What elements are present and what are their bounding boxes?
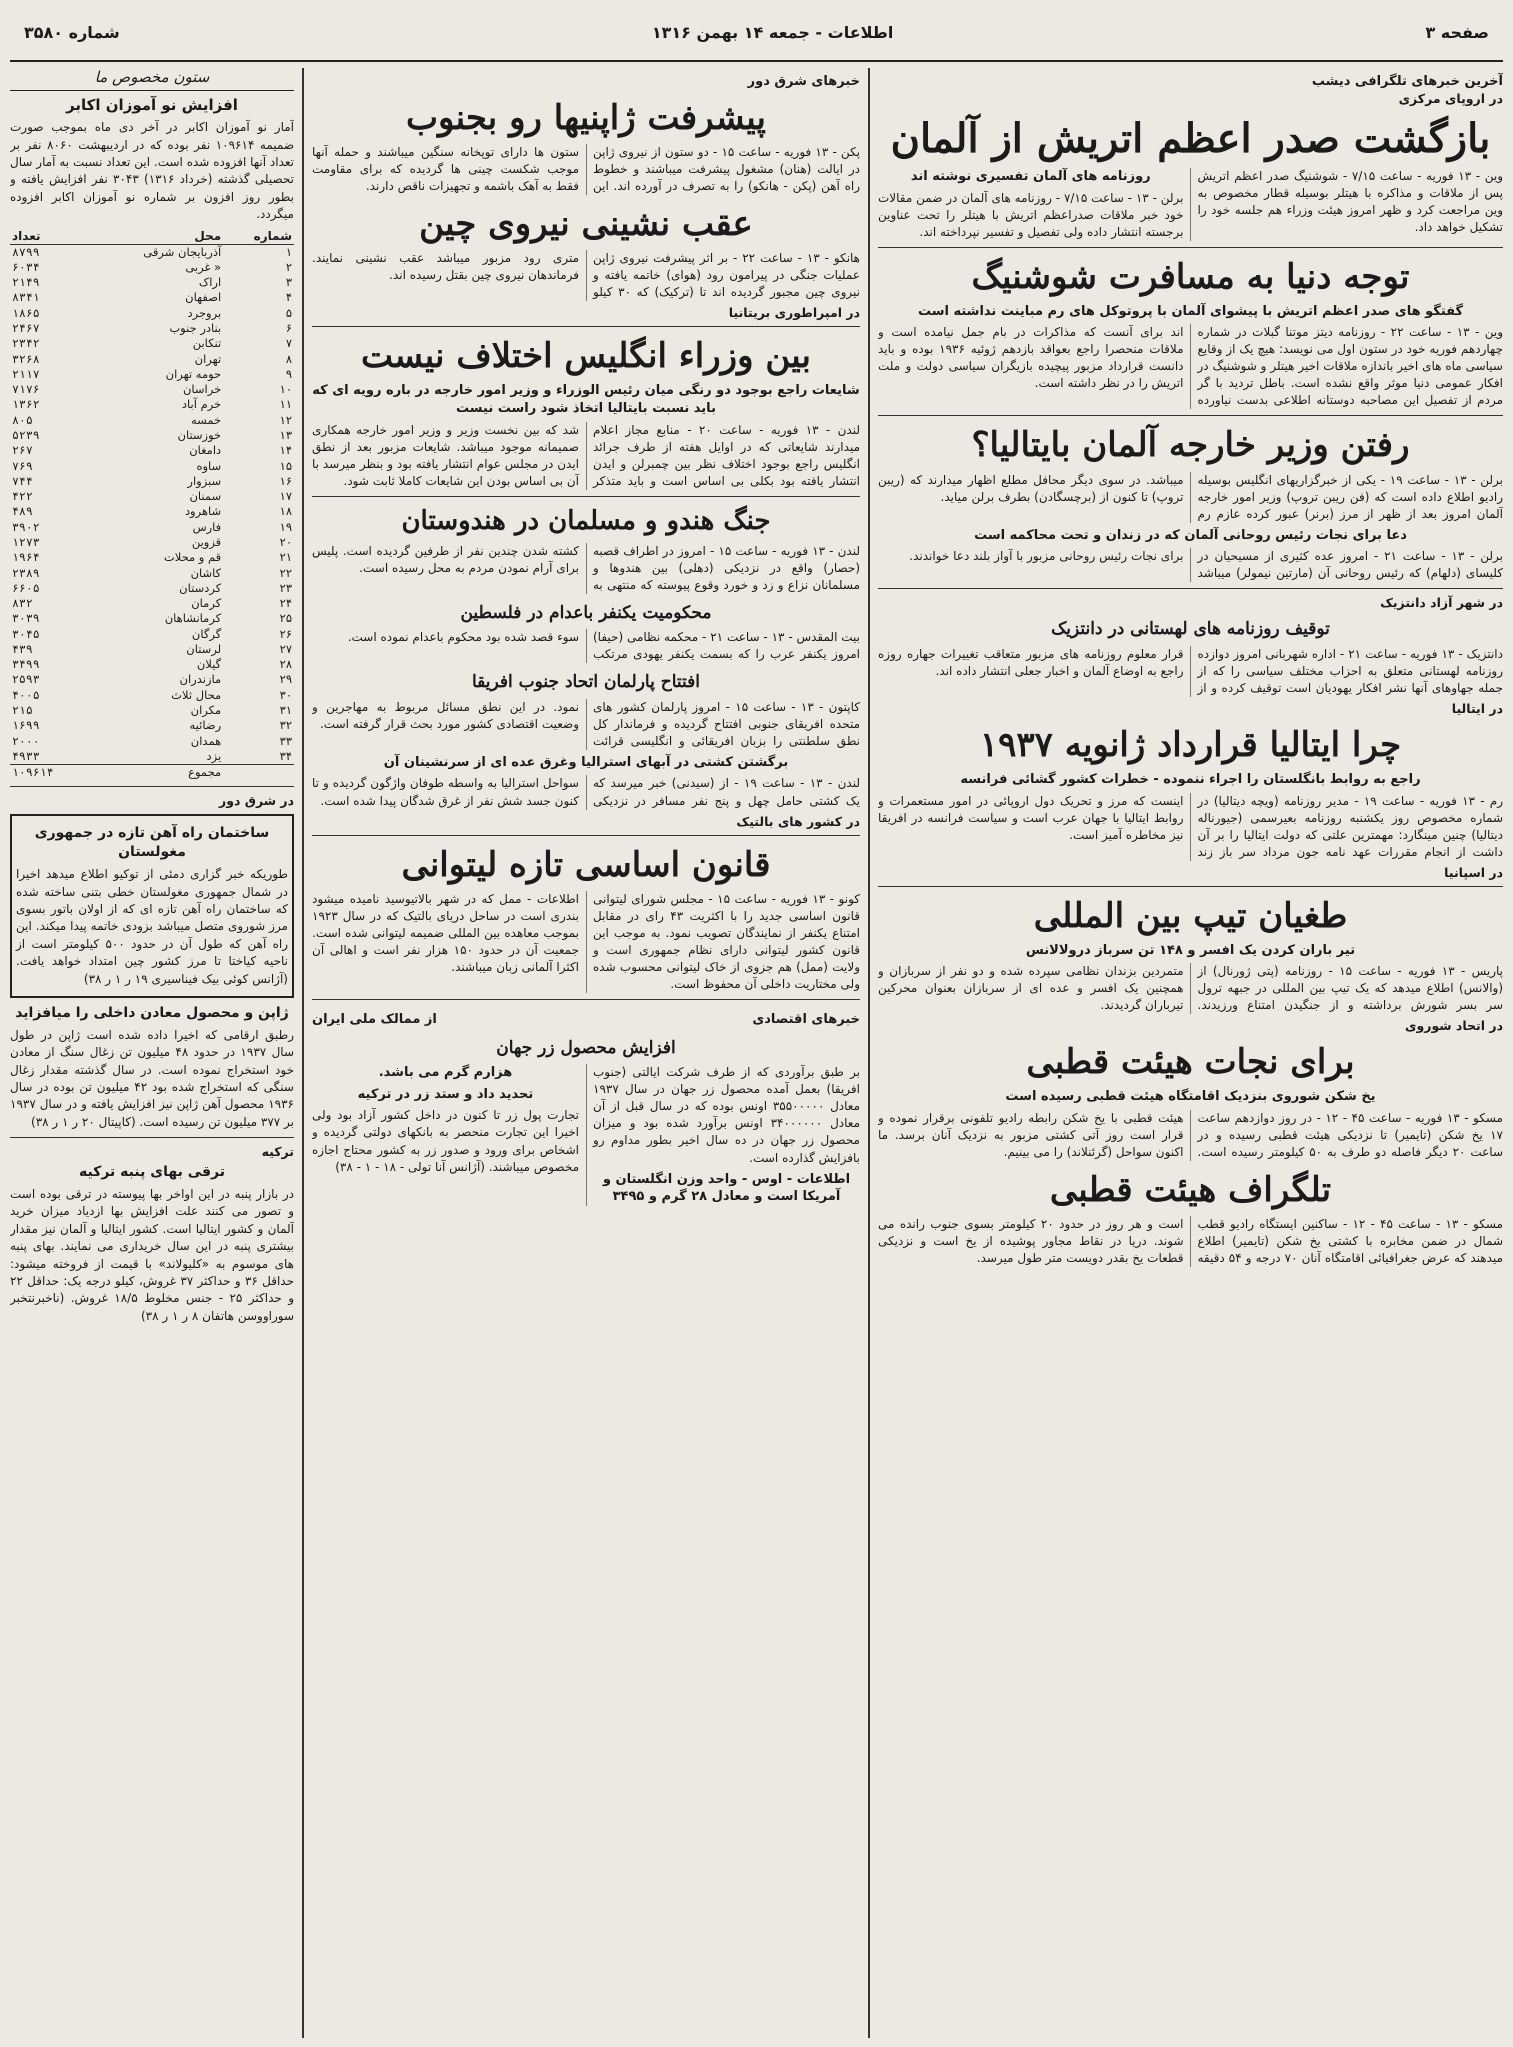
article-brigade-revolt: پاریس - ۱۳ فوریه - ساعت ۱۵ - روزنامه (پتی ژورنال) از (والانس) اطلاع میدهد که یک تیپ بین المللی در جبهه ترول سر بسر شورش برداشته و از جنگیدن امتناع ورزیدند. متمردین بزندان نظامی سپرده شده و دو نفر از سربازان و همچنین یک افسر و عده ای از سربازان بعنوان محرکین تیرباران گردیدند. <box>878 964 1503 1013</box>
section-tag-iran: از ممالک ملی ایران <box>312 1011 437 1027</box>
economic-tags <box>312 1006 860 1029</box>
subhead-italy-treaty: راجع به روابط بانگلستان را اجراء ننموده - خطرات کشور گشائی فرانسه <box>960 771 1421 787</box>
headline-adult-learners: افزایش نو آموزان اکابر <box>66 96 238 114</box>
cell-number: ۲۲ <box>279 565 292 580</box>
cell-place: محال ثلاث <box>171 687 222 702</box>
cell-place: همدان <box>190 733 222 748</box>
table-row <box>10 290 294 305</box>
table-row <box>10 627 294 642</box>
divider <box>10 786 294 787</box>
special-column-stamp: ستون مخصوص ما <box>10 68 294 91</box>
article-subhead: روزنامه های آلمان تفسیری نوشته اند <box>910 169 1151 184</box>
cell-place: اصفهان <box>185 290 222 305</box>
cell-number: ۸ <box>285 351 292 366</box>
cell-count: ۸۳۴۱ <box>12 290 40 305</box>
cell-count: ۴۲۲ <box>12 489 33 504</box>
table-row <box>10 260 294 275</box>
divider <box>878 886 1503 887</box>
cell-count: ۸۳۲ <box>12 596 33 611</box>
headline-india-clash: جنگ هندو و مسلمان در هندوستان <box>401 505 771 536</box>
article-body: کونو - ۱۳ فوریه - ساعت ۱۵ - مجلس شورای لیتوانی قانون اساسی جدید را با اکثریت ۴۳ رای در مقابل امتناع یکنفر از نمایندگان تصویب نمود. به موجب این قانون کشور لیتوانی دارای نظام جمهوری است و ولایت (ممل) هم جزوی از خاک لیتوانی محسوب شده ولی مختاریت داخلی آن محفوظ است. <box>593 891 860 991</box>
cell-count: ۲۵۹۳ <box>12 672 40 687</box>
cell-place: خوزستان <box>177 427 222 442</box>
kicker-central-europe: در اروپای مرکزی <box>1398 91 1503 106</box>
cell-number: ۱۴ <box>279 443 292 458</box>
cell-number: ۲۴ <box>279 596 292 611</box>
article-china-retreat: هانکو - ۱۳ - ساعت ۲۲ - بر اثر پیشرفت نیروی ژاپن عملیات جنگی در پیرامون رود (هوای) خاتمه یافته و نیروی چین مجبور گردیده اند تا (ترکیک) که ۳۰ کیلو متری رود مزبور میباشد عقب نشینی نمایند. فرماندهان نیروی چین بقتل رسیده اند. <box>312 251 860 300</box>
cell-number: ۲۱ <box>279 550 292 565</box>
table-row <box>10 382 294 397</box>
cell-place: سبزوار <box>187 473 222 488</box>
masthead-date: اطلاعات - جمعه ۱۴ بهمن ۱۳۱۶ <box>651 22 894 42</box>
headline-german-fm-italy: رفتن وزیر خارجه آلمان بایتالیا؟ <box>971 425 1410 466</box>
cell-place: دامغان <box>189 443 222 458</box>
cell-count: ۱۹۶۴ <box>12 550 40 565</box>
cell-number: ۱۱ <box>279 397 292 412</box>
cell-number: ۱۸ <box>279 504 292 519</box>
article-lithuania-constitution <box>312 891 860 993</box>
issue-number: شماره ۳۵۸۰ <box>24 22 120 42</box>
right-column <box>878 68 1503 2040</box>
masthead <box>10 4 1503 62</box>
headline-japan-mines: ژاپن و محصول معادن داخلی را میافزاید <box>15 1004 289 1021</box>
cell-count: ۲۱۵ <box>12 703 33 718</box>
cell-number: ۲۷ <box>279 641 292 656</box>
cell-place: تهران <box>194 351 222 366</box>
cell-count: ۷۴۴ <box>12 473 33 488</box>
cell-count: ۳۲۶۸ <box>12 351 40 366</box>
cell-number: ۷ <box>285 336 292 351</box>
cell-number: ۳۴ <box>279 748 292 763</box>
article-german-fm-italy: برلن - ۱۳ - ساعت ۱۹ - یکی از خبرگزاریهای انگلیس بوسیله رادیو اطلاع داده است که (فن ریبن تروپ) وزیر امور خارجه آلمان امروز بعد از ظهر از مرز (برنر) عبور کرده عازم رم میباشد. در سوی دیگر محافل مطلع اظهار میدارند که (ریبن تروپ) تا کنون از (برچسگادن) بطرف برلن میاید. <box>878 472 1503 521</box>
article-india-clash: لندن - ۱۳ فوریه - ساعت ۱۵ - امروز در اطراف قصبه (حصار) واقع در نزدیکی (دهلی) بین هندوها و مسلمانان نزاع و زد و خورد وقوع پیوسته که منتهی به کشته شدن چندین نفر از طرفین گردیده است. پلیس برای آرام نمودن مردم به محل رسیده است. <box>312 543 860 592</box>
cell-count: ۲۶۷ <box>12 443 33 458</box>
divider <box>312 999 860 1000</box>
cell-count: ۲۴۶۷ <box>12 321 40 335</box>
headline-british-ministers: بین وزراء انگلیس اختلاف نیست <box>361 336 811 377</box>
cell-count: ۱۶۹۹ <box>12 718 40 733</box>
table-row <box>10 275 294 290</box>
total-value: ۱۰۹۶۱۴ <box>10 765 86 781</box>
headline-japan-south: پیشرفت ژاپنیها رو بجنوب <box>406 98 766 138</box>
cell-count: ۴۸۹ <box>12 504 33 519</box>
cell-count: ۷۶۹ <box>12 458 33 473</box>
headline-austria-return: بازگشت صدر اعظم اتریش از آلمان <box>890 115 1491 162</box>
cell-place: خراسان <box>182 382 222 397</box>
table-row <box>10 535 294 550</box>
cell-place: خمسه <box>190 412 222 427</box>
middle-column <box>312 68 860 2040</box>
table-row <box>10 367 294 382</box>
headline-prayer: دعا برای نجات رئیس روحانی آلمان که در زندان و تحت محاکمه است <box>974 527 1407 543</box>
cell-number: ۶ <box>285 321 292 335</box>
headline-polar-telegram: تلگراف هیئت قطبی <box>1049 1170 1332 1211</box>
table-row <box>10 749 294 765</box>
cell-place: ساوه <box>196 458 222 473</box>
table-row <box>10 443 294 458</box>
column-rule-right <box>868 68 870 2038</box>
cell-place: گیلان <box>196 657 222 672</box>
cell-place: کرمان <box>191 596 222 611</box>
cell-place: خرم آباد <box>181 397 222 412</box>
cell-number: ۲ <box>285 259 292 274</box>
table-row <box>10 352 294 367</box>
article-australia-ship: لندن - ۱۳ - ساعت ۱۹ - از (سیدنی) خبر میرسد که یک کشتی حامل چهل و پنج نفر مسافر در نزدیکی سواحل استرالیا به واسطه طوفان واژگون گردیده و تا کنون جسد شش نفر از غرق شدگان پیدا شده است. <box>312 776 860 808</box>
cell-count: ۶۶۰۵ <box>12 580 40 595</box>
col-header-place: محل <box>86 228 223 245</box>
cell-number: ۲۰ <box>279 534 292 549</box>
cell-number: ۲۵ <box>279 611 292 626</box>
cell-count: ۲۰۰۰ <box>12 733 40 748</box>
cell-number: ۳۰ <box>279 687 292 702</box>
cell-place: مازندران <box>179 672 222 687</box>
cell-number: ۵ <box>285 305 292 320</box>
headline-brigade-revolt: طغیان تیپ بین المللی <box>1033 895 1348 936</box>
article-body: تجارت پول زر تا کنون در داخل کشور آزاد بود ولی اخیرا این تجارت منحصر به بانکهای دولتی گردیده و اشخاص برای ورود و صدور زر به کشور محتاج اجازه مخصوص میباشند. (آژانس آنا تولی - ۱۸ - ۱ - ۳۸) <box>312 1108 579 1174</box>
article-polar-telegram: مسکو - ۱۳ - ساعت ۴۵ - ۱۲ - ساکنین ایستگاه رادیو قطب شمال در ضمن مخابره با کشتی یخ شکن (تایمیر) اطلاع میدهند که عرض جغرافیائی اقامتگاه آنان ۷۰ درجه و ۵۴ دقیقه است و هر روز در حدود ۲۰ کیلومتر بسوی جنوب رانده می شوند. دریا در نقاط مجاور پوشیده از یخ است و نزدیکی قطعات یخ بقدر دویست متر طول میرسد. <box>878 1217 1503 1266</box>
cell-place: سمنان <box>189 489 222 504</box>
cell-place: کرمانشاهان <box>164 611 222 626</box>
table-row <box>10 306 294 321</box>
article-polish-papers: دانتزیک - ۱۳ فوریه - ساعت ۲۱ - اداره شهربانی امروز دوازده روزنامه لهستانی متعلق به احزاب مختلف سیاسی را که از جمله جهاوهای آنها نشر افکار یهودیان است توقیف کرده و از قرار معلوم روزنامه های مزبور متعاقب تغییرات جهاره روزه راجع به اوضاع آلمان و اخبار جعلی انتشار داده اند. <box>878 646 1503 695</box>
kicker-danzig: در شهر آزاد دانتزیک <box>1380 595 1503 611</box>
table-row <box>10 459 294 474</box>
article-body: برلن - ۱۳ - ساعت ۷/۱۵ - روزنامه های آلمان در ضمن مقالات خود خبر ملاقات صدراعظم اتریش با هیتلر را تحت عناوین برجسته انتشار داده ولی تفصیل و تفسیر نپرداخته اند. <box>878 190 1184 239</box>
cell-number: ۱۷ <box>279 489 292 504</box>
cell-place: بنادر جنوب <box>169 321 222 335</box>
divider <box>312 496 860 497</box>
article-note: اطلاعات - اوس - واحد وزن انگلستان و آمریکا است و معادل ۲۸ گرم و ۳۴۹۵ هزارم گرم می باشد. <box>378 1065 851 1205</box>
cell-count: ۴۹۳۳ <box>12 748 40 763</box>
cell-count: ۱۳۶۲ <box>12 397 40 412</box>
section-tag-far-east: خبرهای شرق دور <box>747 74 860 89</box>
cell-count: ۱۸۶۵ <box>12 305 40 320</box>
cell-place: تنکابن <box>192 336 222 351</box>
headline-china-retreat: عقب نشینی نیروی چین <box>419 204 753 245</box>
cell-count: ۳۹۰۲ <box>12 519 40 534</box>
table-row <box>10 703 294 718</box>
headline-schuschnigg-trip: توجه دنیا به مسافرت شوشنیگ <box>971 256 1410 297</box>
headline-turkish-cotton: ترقی بهای پنبه ترکیه <box>79 1164 225 1181</box>
kicker-baltic: در کشور های بالتیک <box>736 813 860 829</box>
cell-number: ۱۵ <box>279 458 292 473</box>
cell-number: ۳۲ <box>279 718 292 733</box>
table-row <box>10 566 294 581</box>
headline-mongolia-railway: ساختمان راه آهن تازه در جمهوری مغولستان <box>34 825 270 861</box>
cell-number: ۱۰ <box>279 382 292 397</box>
headline-italy-treaty: چرا ایتالیا قرارداد ژانویه ۱۹۳۷ <box>979 724 1402 765</box>
cell-number: ۳۱ <box>279 703 292 718</box>
table-row <box>10 489 294 504</box>
cell-number: ۲۶ <box>279 626 292 641</box>
kicker-italy: در ایتالیا <box>1451 700 1503 716</box>
table-row <box>10 428 294 443</box>
cell-place: قم و محلات <box>163 550 222 565</box>
kicker-spain: در اسپانیا <box>1444 864 1503 880</box>
headline-south-africa-parliament: افتتاح پارلمان اتحاد جنوب افریقا <box>471 672 701 693</box>
cell-place: قزوین <box>191 534 222 549</box>
article-italy-treaty: رم - ۱۳ فوریه - ساعت ۱۹ - مدیر روزنامه (ویچه دیتالیا) در شماره مخصوص روز یکشنبه روزنامه بعیرسمی (جیورناله دیتالیا) چنین مینگارد: مهمترین علتی که دولت ایتالیا را بر آن داشت از انجام مقررات عهد نامه جون مرداد سر باز زند اینست که مرز و تحریک دول اروپائی در امور مستعمرات و روابط ایتالیا با جهان عرب است و سیاست فرانسه در افریقا نیز مخاطره آمیز است. <box>878 793 1503 859</box>
table-row <box>10 688 294 703</box>
article-footnote: اطلاعات - ممل که در شهر بالاتیوسید نامیده میشود بندری است در ساحل دریای بالتیک که در سال ۱۹۲۳ بموجب معاهده بین المللی ضمیمه لیتوانی شده است. جمعیت آن در حدود ۱۵۰ هزار نفر است و اهالی آن اکثرا آلمانی زبان میباشند. <box>312 891 579 974</box>
cell-number: ۱۹ <box>279 519 292 534</box>
table-total-row <box>10 765 294 781</box>
article-polar-rescue: مسکو - ۱۳ فوریه - ساعت ۴۵ - ۱۲ - در روز دوازدهم ساعت ۱۷ یخ شکن (تایمیر) تا نزدیکی هیئت قطبی رسیده و در ساعت ۲۰ دیگر فاصله دو طرف به ۵۰ کیلومتر رسیده است. هیئت قطبی با یخ شکن رابطه رادیو تلفونی برقرار نموده و قرار است روز آتی کشتی مزبور به نزدیک آنان برسد. ما اکنون سواحل (گرئنلاند) را می بینیم. <box>878 1111 1503 1160</box>
page-number: صفحه ۳ <box>1425 22 1489 42</box>
cell-place: حومه تهران <box>165 366 222 381</box>
article-schuschnigg-trip: وین - ۱۳ - ساعت ۲۲ - روزنامه دیتز موتنا گبلات در شماره چهاردهم فوریه خود در ستون اول می نویسد: هیچ یک از وقایع سیاسی ماه های اخیر باندازه ملاقات اخیر هیتلر و شوشنیگ در افکار عمومی دنیا موثر واقع نشده است. باطل تردید با گر مردم از تفصیل این مصاحبه دوستانه اطلاعی بدست نیاورده اند برای آنست که مذاکرات در بام جمل نیامده است و ملاقات منحصرا راجع بعواقد بازدهم ژوئیه ۱۹۳۶ بوده و باید دانست قرارداد مزبور پیچیده بازیگران سیاسی دولت و ملت اتریش را در نظر داشته است. <box>878 325 1503 408</box>
cell-count: ۲۱۱۷ <box>12 366 40 381</box>
cell-count: ۷۱۷۶ <box>12 382 40 397</box>
cell-count: ۳۴۹۹ <box>12 657 40 672</box>
divider <box>10 1137 294 1138</box>
cell-place: آذربایجان شرقی <box>143 244 222 259</box>
kicker-far-east-left: در شرق دور <box>219 793 294 809</box>
divider <box>312 835 860 836</box>
table-row <box>10 244 294 260</box>
cell-place: فارس <box>192 519 222 534</box>
headline-gold-output: افزایش محصول زر جهان <box>496 1037 676 1058</box>
headline-polish-papers: توقیف روزنامه های لهستانی در دانتزیک <box>1051 619 1330 640</box>
table-row <box>10 657 294 672</box>
headline-australia-ship: برگشتن کشتی در آبهای استرالیا وغرق عده ای از سرنشینان آن <box>383 754 789 770</box>
table-header-row <box>10 228 294 245</box>
article-british-ministers: لندن - ۱۳ فوریه - ساعت ۲۰ - منابع مجاز اعلام میدارند شایعاتی که در اوایل هفته از طرف جرائد انگلیس راجع بوجود اختلاف نظر بین چمبرلن و ایدن انتشار یافته بود بکلی بی اساس است و باید متذکر شد که بین نخست وزیر و وزیر امور خارجه همکاری صمیمانه موجود میباشد. شایعات مزبور بعد از نطق ایدن در مجلس عوام انتشار یافته بود و بنظر میرسد با آن بی اساس بودن این شایعات کاملا ثابت شود. <box>312 422 860 488</box>
cell-place: مکران <box>190 703 222 718</box>
column-rule-left <box>302 68 304 2038</box>
cell-number: ۲۳ <box>279 580 292 595</box>
left-column <box>10 68 294 2040</box>
cell-place: کردستان <box>179 580 222 595</box>
table-body <box>10 244 294 765</box>
kicker-ussr: در اتحاد شوروی <box>1405 1018 1503 1034</box>
section-tag-economic: خبرهای اقتصادی <box>752 1011 860 1027</box>
headline-lithuania-constitution: قانون اساسی تازه لیتوانی <box>401 844 771 885</box>
cell-number: ۳ <box>285 275 292 290</box>
cell-place: کاشان <box>190 565 222 580</box>
divider <box>878 415 1503 416</box>
learners-table <box>10 228 294 781</box>
article-south-africa-parliament: کاپتون - ۱۳ - ساعت ۱۵ - امروز پارلمان کشور های متحده افریقای جنوبی افتتاح گردیده و فرماندار کل نطق سلطنتی را بزبان افریقائی و انگلیسی قرائت نمود. در این نطق مسائل مربوط به مهاجرین و وضعیت اقتصادی کشور مورد بحث قرار گرفته است. <box>312 699 860 748</box>
cell-count: ۱۲۷۳ <box>12 534 40 549</box>
table-row <box>10 321 294 336</box>
cell-count: ۵۲۳۹ <box>12 427 40 442</box>
cell-number: ۴ <box>285 290 292 305</box>
article-prayer: برلن - ۱۳ - ساعت ۲۱ - امروز عده کثیری از مسیحیان در کلیسای (دلهام) که رئیس روحانی آن (مارتین نیمولر) میباشد برای نجات رئیس روحانی مزبور با آواز بلند دعا خواندند. <box>909 549 1503 581</box>
cell-number: ۱۲ <box>279 412 292 427</box>
table-row <box>10 734 294 749</box>
cell-number: ۱۳ <box>279 427 292 442</box>
subhead-polar-rescue: یخ شکن شوروی بنزدیک اقامتگاه هیئت قطبی رسیده است <box>1005 1089 1376 1105</box>
subhead-turkey-gold: تحدید داد و ستد زر در ترکیه <box>357 1086 534 1102</box>
divider <box>312 326 860 327</box>
mongolia-box <box>10 814 294 998</box>
article-body: وین - ۱۳ فوریه - ساعت ۷/۱۵ - شوشنیگ صدر اعظم اتریش پس از ملاقات و مذاکره با هیتلر بوسیله قطار مخصوص به وین مراجعت کرد و ظهر امروز هیئت وزراء هم جلسه خود را تشکیل خواهد داد. <box>1197 169 1503 235</box>
article-japan-south: پکن - ۱۳ فوریه - ساعت ۱۵ - دو ستون از نیروی ژاپن در ایالت (هنان) مشغول پیشرفت میباشند و خطوط راه آهن (پکن - هانکو) را به تصرف در آورده اند. این ستون ها دارای توپخانه سنگین میباشند و حمله آنها موجب شکست چینی ها گردیده که برای مقاومت فقط به آهک باشمه و تجهیزات ناقص دارند. <box>312 145 860 194</box>
subhead-schuschnigg-trip: گفتگو های صدر اعظم اتریش با پیشوای آلمان با پروتوکل های رم مباینت نداشته است <box>917 303 1464 319</box>
article-adult-learners: آمار نو آموزان اکابر در آخر دی ماه بموجب صورت ضمیمه ۱۰۹۶۱۴ نفر بوده که در اردیبهشت ۸۰۶۰ نفر بر تعداد آنها افزوده شده است. این تعداد نسبت به آمار سال تحصیلی گذشته (خرداد ۱۳۱۶) ۳۰۴۳ نفر افزایش یافته و بطور روز افزون بر شماره نو آموزان اکابر افزوده میگردد. <box>10 120 294 222</box>
table-row <box>10 550 294 565</box>
headline-palestine-sentence: محکومیت یکنفر باعدام در فلسطین <box>460 602 712 623</box>
cell-number: ۱ <box>285 244 292 259</box>
table-row <box>10 718 294 733</box>
cell-count: ۲۳۸۹ <box>12 565 40 580</box>
cell-place: گرگان <box>191 626 222 641</box>
cell-place: رضائیه <box>189 718 222 733</box>
table-row <box>10 581 294 596</box>
cell-number: ۳۳ <box>279 733 292 748</box>
table-row <box>10 596 294 611</box>
cell-number: ۲۸ <box>279 657 292 672</box>
divider <box>878 588 1503 589</box>
cell-place: لرستان <box>186 641 222 656</box>
cell-place: بروجرد <box>187 305 222 320</box>
total-label: مجموع <box>86 765 223 781</box>
cell-count: ۴۳۹ <box>12 641 33 656</box>
cell-count: ۲۱۴۹ <box>12 275 40 290</box>
subhead-brigade-revolt: تیر باران کردن یک افسر و ۱۴۸ تن سرباز درولالانس <box>1025 942 1356 958</box>
kicker-turkey: ترکیه <box>261 1144 294 1160</box>
cell-number: ۹ <box>285 366 292 381</box>
cell-count: ۸۰۵ <box>12 412 33 427</box>
cell-place: یزد <box>206 748 222 763</box>
cell-count: ۳۰۴۵ <box>12 626 40 641</box>
subhead-british-ministers: شایعات راجع بوجود دو رنگی میان رئیس الوزراء و وزیر امور خارجه در باره رویه ای که باید نسبت بایتالیا اتخاذ شود راست نیست <box>312 383 860 417</box>
article-mongolia-railway: طوریکه خبر گزاری دمئی از توکیو اطلاع میدهد اخیرا در شمال جمهوری مغولستان خطی بتنی ساخته شده که ساختمان راه آهن تازه ای که از اولان باتور بسوی مرز شوروی متصل میباشد بزودی خاتمه پیدا میکند. این راه آهن که طول آن در حدود ۵۰۰ کیلومتر است از ناحیه کیاختا تا مرز کشور چین امتداد خواهد یافت. (آژانس کوئی بیک فیناسیری ۱۹ ر ۱ ر ۳۸) <box>16 867 289 986</box>
divider <box>878 247 1503 248</box>
table-row <box>10 504 294 519</box>
kicker-british-empire: در امپراطوری بریتانیا <box>728 305 860 321</box>
cell-count: ۶۰۳۴ <box>12 259 40 274</box>
article-body: بر طبق برآوردی که از طرف شرکت ایالتی (جنوب افریقا) بعمل آمده محصول زر جهان در سال ۱۹۳۷ معادل ۳۵۵۰۰۰۰۰ اونس بوده که در سال قبل از آن معادل ۳۴۰۰۰۰۰۰ اونس برآورد شده بود و میزان محصول زر جهان در ده سال اخیر بطور مداوم رو بافزایش گذارده است. <box>593 1065 860 1165</box>
table-row <box>10 336 294 351</box>
article-gold-output <box>312 1064 860 1205</box>
table-row <box>10 611 294 626</box>
cell-place: شاهرود <box>184 504 222 519</box>
article-austria-return <box>878 168 1503 241</box>
col-header-number: شماره <box>223 228 294 245</box>
cell-count: ۴۰۰۵ <box>12 687 40 702</box>
col-header-count: تعداد <box>10 228 86 245</box>
cell-place: « غربی <box>185 259 222 274</box>
cell-number: ۲۹ <box>279 672 292 687</box>
table-row <box>10 413 294 428</box>
cell-count: ۲۳۴۲ <box>12 336 40 351</box>
table-row <box>10 397 294 412</box>
table-row <box>10 474 294 489</box>
cell-place: اراک <box>198 275 222 290</box>
section-tag-latest: آخرین خبرهای تلگرافی دیشب <box>1311 74 1503 89</box>
article-turkish-cotton: در بازار پنبه در این اواخر بها پیوسته در ترقی بوده است و تصور می کنند علت افزایش بها ازدیاد میزان خرید آلمان و کشور ایتالیا است. کشور ایتالیا و آلمان نیز مقدار بیشتری پنبه در این سال خریداری می نمایند. بهای پنبه های موسوم به «کلیولاند» با قیمت از فروخته میشود: حداقل ۳۶ و حداکثر ۳۷ غروش، کیلو درجه یک: حداقل ۲۲ و حداکثر ۲۵ - جنس مخلوط ۱۸/۵ غروش. (ناخبرنتخبر سوراووسن هاتفان ۸ ر ۱ ر ۳۸) <box>10 1187 294 1323</box>
article-japan-mines: رطبق ارقامی که اخیرا داده شده است ژاپن در طول سال ۱۹۳۷ در حدود ۴۸ میلیون تن زغال سنگ از معادن خود استخراج نموده است. در سال گذشته مقدار زغال سنگی که استخراج شده بود ۴۲ میلیون تن بوده در سال ۱۹۳۶ محصول آهن ژاپن نیز افزایش یافته و در سال ۱۹۳۷ بر ۳۷۷ میلیون تن رسیده است. (کاپیتال ۲۰ ر ۱ ر ۳۸) <box>10 1027 294 1129</box>
table-row <box>10 520 294 535</box>
cell-count: ۳۰۳۹ <box>12 611 40 626</box>
article-palestine-sentence: بیت المقدس - ۱۳ - ساعت ۲۱ - محکمه نظامی (حیفا) امروز یکنفر عرب را که بسمت یکنفر یهودی مرتکب سوء قصد شده بود محکوم باعدام نموده است. <box>347 630 860 662</box>
cell-number: ۱۶ <box>279 473 292 488</box>
table-row <box>10 642 294 657</box>
table-row <box>10 672 294 687</box>
cell-count: ۸۷۹۹ <box>12 244 40 259</box>
headline-polar-rescue: برای نجات هیئت قطبی <box>1026 1042 1355 1083</box>
